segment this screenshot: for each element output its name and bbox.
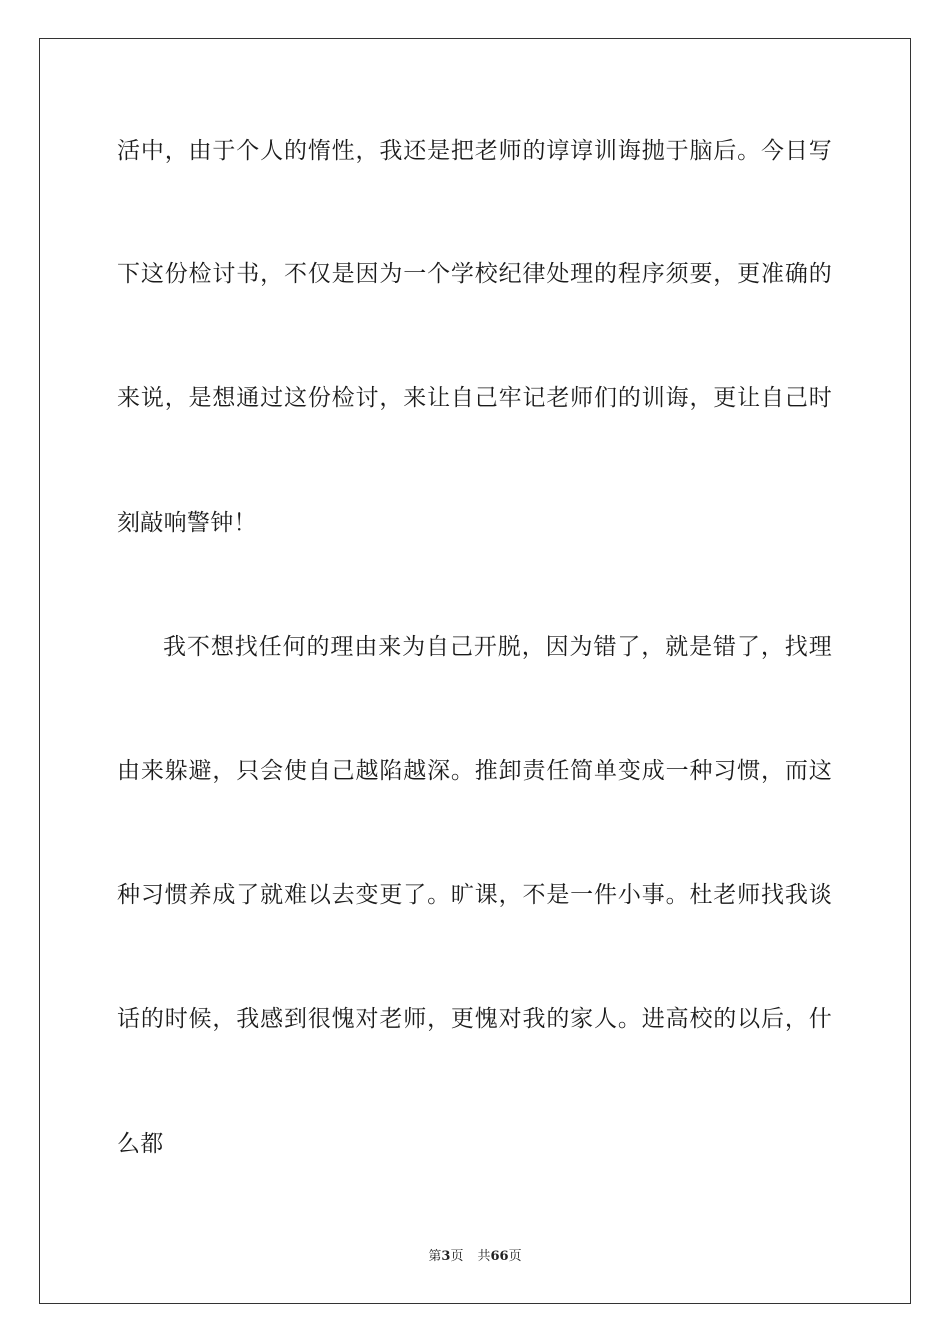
total-pages-number: 66: [490, 1249, 509, 1264]
body-line-8: 话的时候，我感到很愧对老师，更愧对我的家人。进高校的以后，什: [117, 1006, 832, 1032]
body-line-4: 刻敲响警钟！: [117, 510, 257, 536]
body-line-1: 活中，由于个人的惰性，我还是把老师的谆谆训诲抛于脑后。今日写: [117, 138, 832, 164]
page-suffix: 页: [450, 1249, 464, 1264]
current-page-number: 3: [441, 1249, 451, 1264]
total-prefix: 共: [477, 1249, 491, 1264]
body-line-5: 我不想找任何的理由来为自己开脱，因为错了，就是错了，找理: [163, 634, 832, 660]
body-line-7: 种习惯养成了就难以去变更了。旷课，不是一件小事。杜老师找我谈: [117, 882, 832, 908]
page-footer: [0, 1248, 950, 1266]
body-line-6: 由来躲避，只会使自己越陷越深。推卸责任简单变成一种习惯，而这: [117, 758, 832, 784]
total-suffix: 页: [508, 1249, 522, 1264]
body-line-3: 来说，是想通过这份检讨，来让自己牢记老师们的训诲，更让自己时: [117, 385, 832, 411]
page-prefix: 第: [428, 1249, 442, 1264]
body-line-9: 么都: [117, 1131, 164, 1157]
body-line-2: 下这份检讨书，不仅是因为一个学校纪律处理的程序须要，更准确的: [117, 261, 832, 287]
page-frame: [39, 38, 911, 1304]
